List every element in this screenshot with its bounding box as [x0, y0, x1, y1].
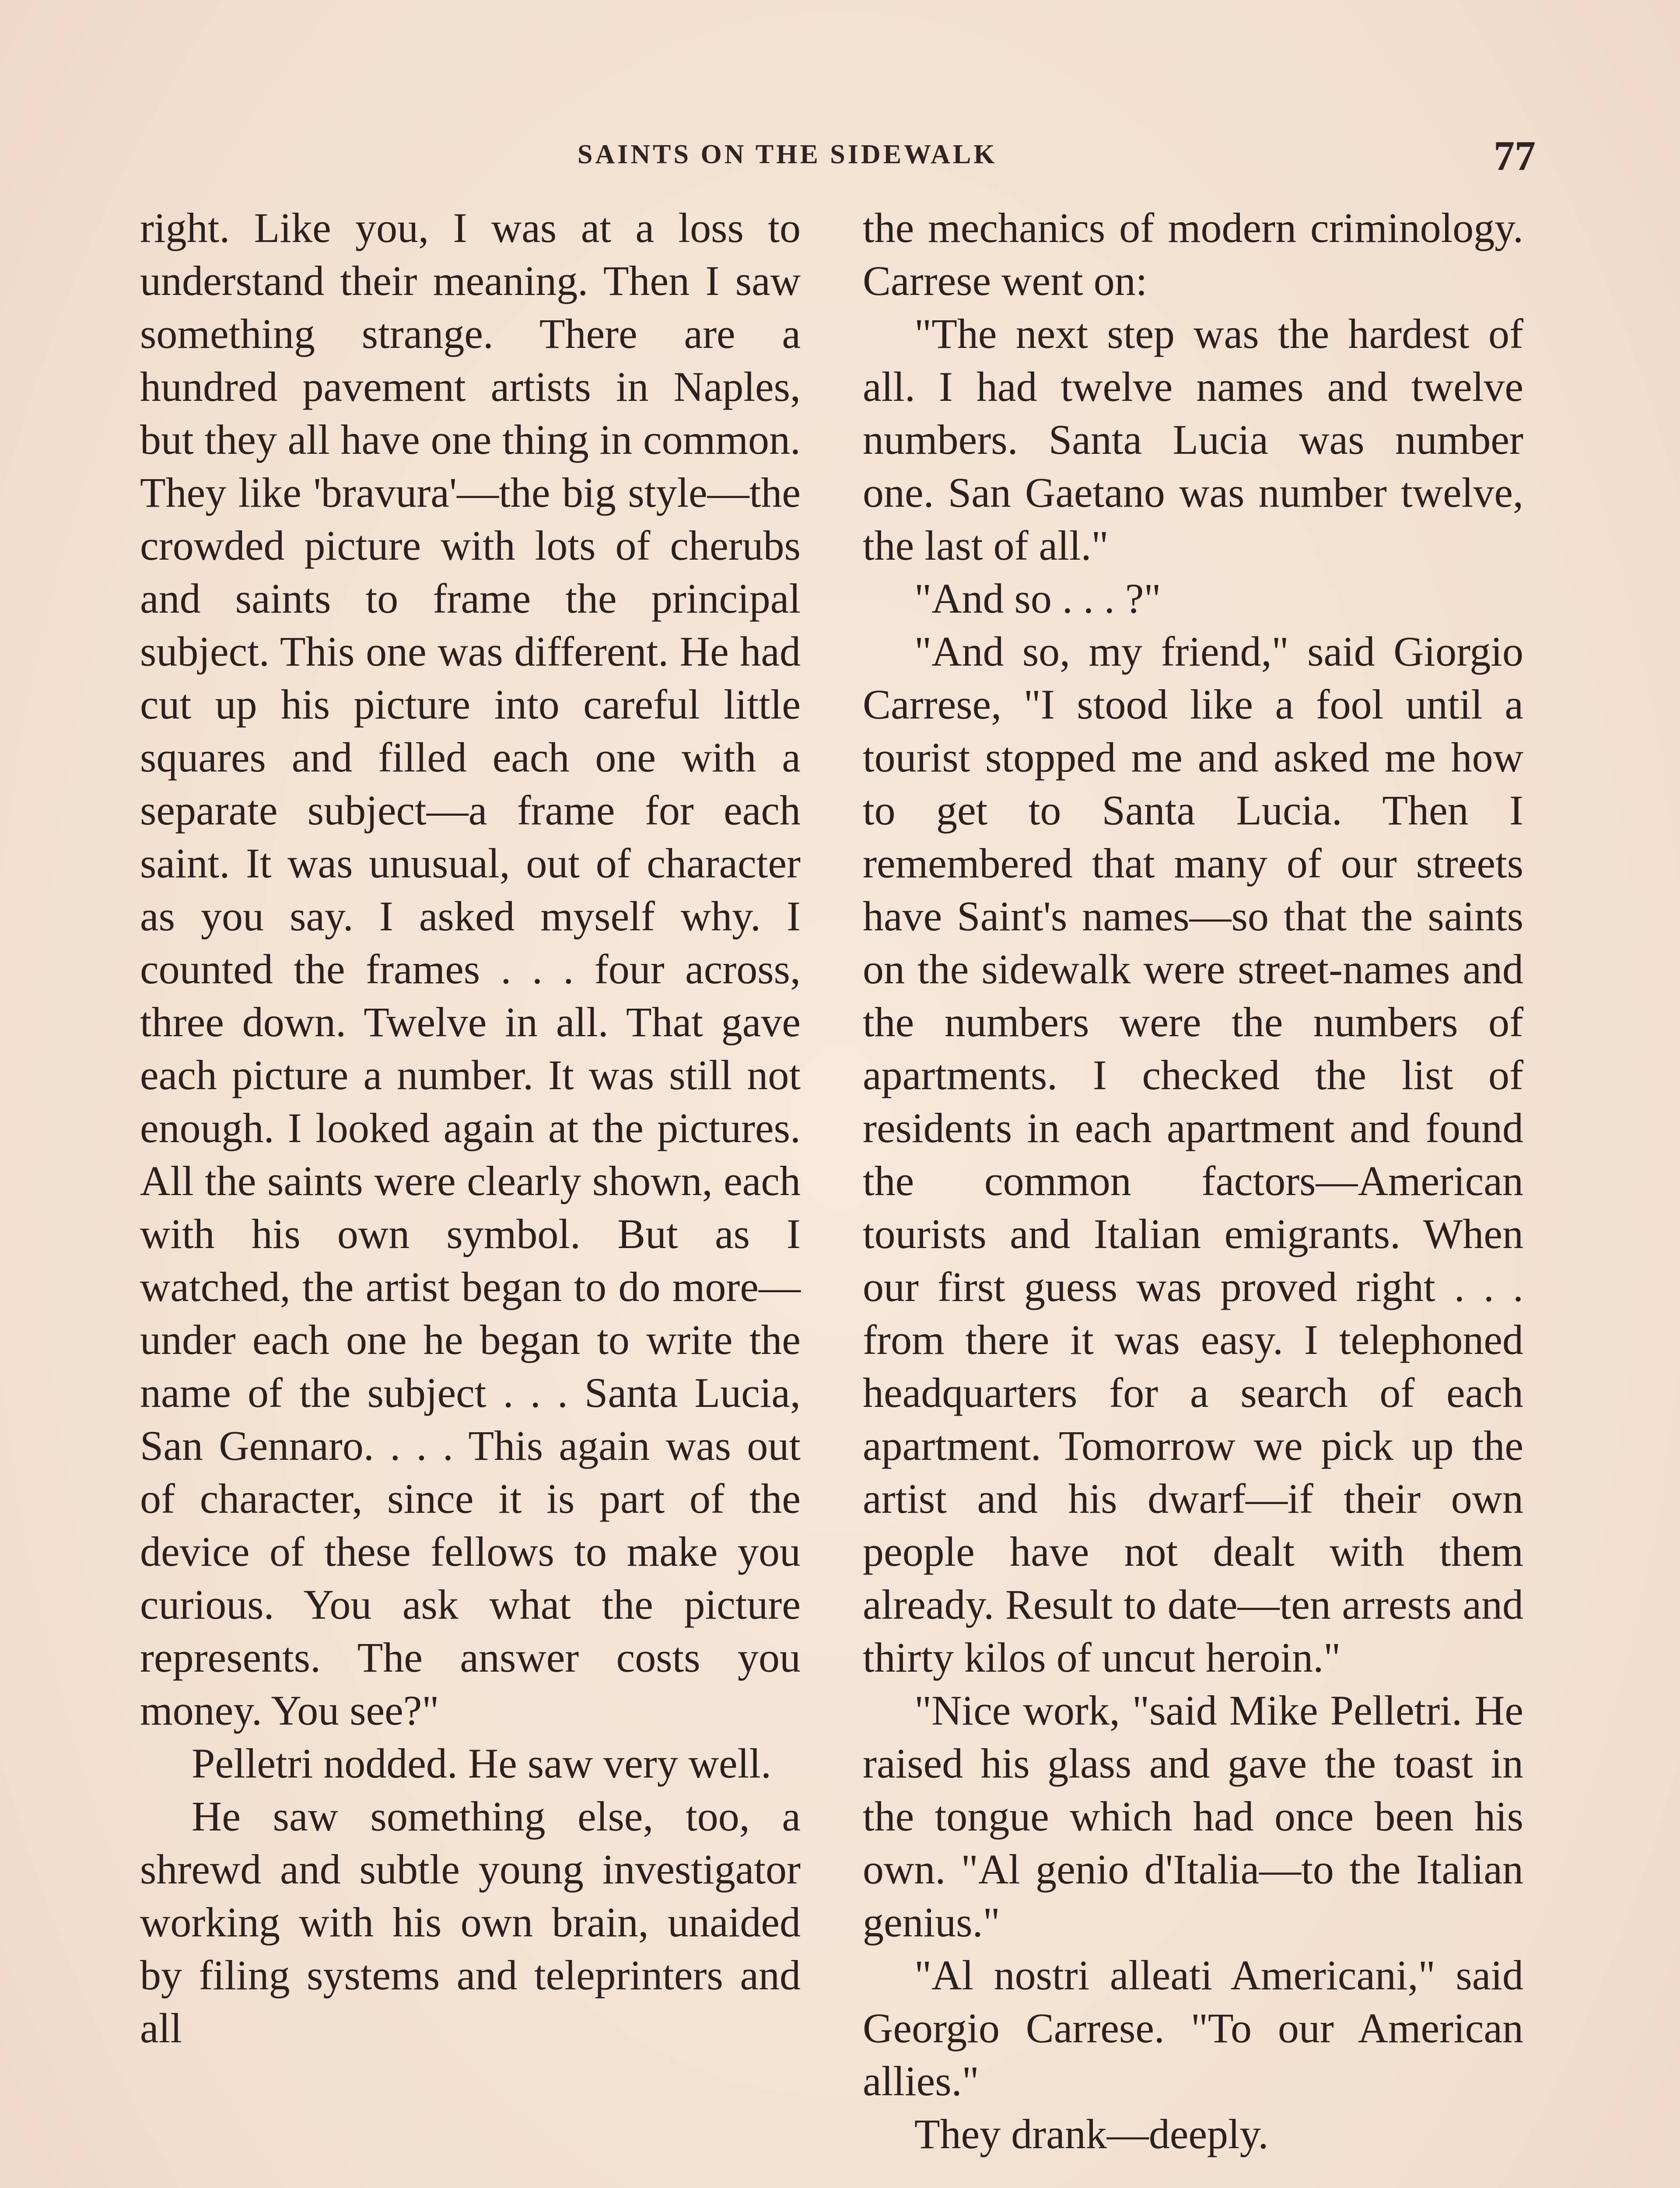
running-title: SAINTS ON THE SIDEWALK: [578, 140, 998, 169]
paragraph: "Nice work, "said Mike Pelletri. He raised his glass and gave the toast in the tongue which had once been his own. "Al genio d'Italia—to the Italian genius.": [863, 1687, 1523, 1946]
paragraph: "And so . . . ?": [914, 575, 1161, 622]
paragraph: the mechanics of modern criminology. Carrese went on:: [863, 204, 1523, 304]
paragraph: "And so, my friend," said Giorgio Carrese, "I stood like a fool until a tourist stopped me and asked me how to get to Santa Lucia. Then I remembered that many of our streets have Saint's names—so that the saints on the sidewalk were street-names and the numbers were the numbers of apartments. I checked the list of residents in each apartment and found the common factors—American tourists and Italian emigrants. When our first guess was proved right . . . from there it was easy. I telephoned headquarters for a search of each apartment. Tomorrow we pick up the artist and his dwarf—if their own people have not dealt with them already. Result to date—ten arrests and thirty kilos of uncut heroin.": [863, 628, 1523, 1681]
paragraph: He saw something else, too, a shrewd and subtle young investigator working with his own brain, unaided by filing systems and teleprinters and all: [140, 1793, 801, 2051]
right-column: [863, 201, 1523, 2160]
left-column: [140, 201, 801, 2055]
paragraph: right. Like you, I was at a loss to understand their meaning. Then I saw something strange. There are a hundred pavement artists in Naples, but they all have one thing in common. They like 'bravura'—the big style—the crowded picture with lots of cherubs and saints to frame the principal subject. This one was different. He had cut up his picture into careful little squares and filled each one with a separate subject—a frame for each saint. It was unusual, out of character as you say. I asked myself why. I counted the frames . . . four across, three down. Twelve in all. That gave each picture a number. It was still not enough. I looked again at the pictures. All the saints were clearly shown, each with his own symbol. But as I watched, the artist began to do more—under each one he began to write the name of the subject . . . Santa Lucia, San Gennaro. . . . This again was out of character, since it is part of the device of these fellows to make you curious. You ask what the picture represents. The answer costs you money. You see?": [140, 204, 801, 1734]
paragraph: "Al nostri alleati Americani," said Georgio Carrese. "To our American allies.": [863, 1952, 1523, 2104]
paragraph: "The next step was the hardest of all. I had twelve names and twelve numbers. Santa Lucia was number one. San Gaetano was number twelve, the last of all.": [863, 310, 1523, 569]
page-number: 77: [1494, 132, 1536, 179]
paragraph: They drank—deeply.: [914, 2111, 1269, 2157]
paragraph: Pelletri nodded. He saw very well.: [192, 1740, 771, 1787]
